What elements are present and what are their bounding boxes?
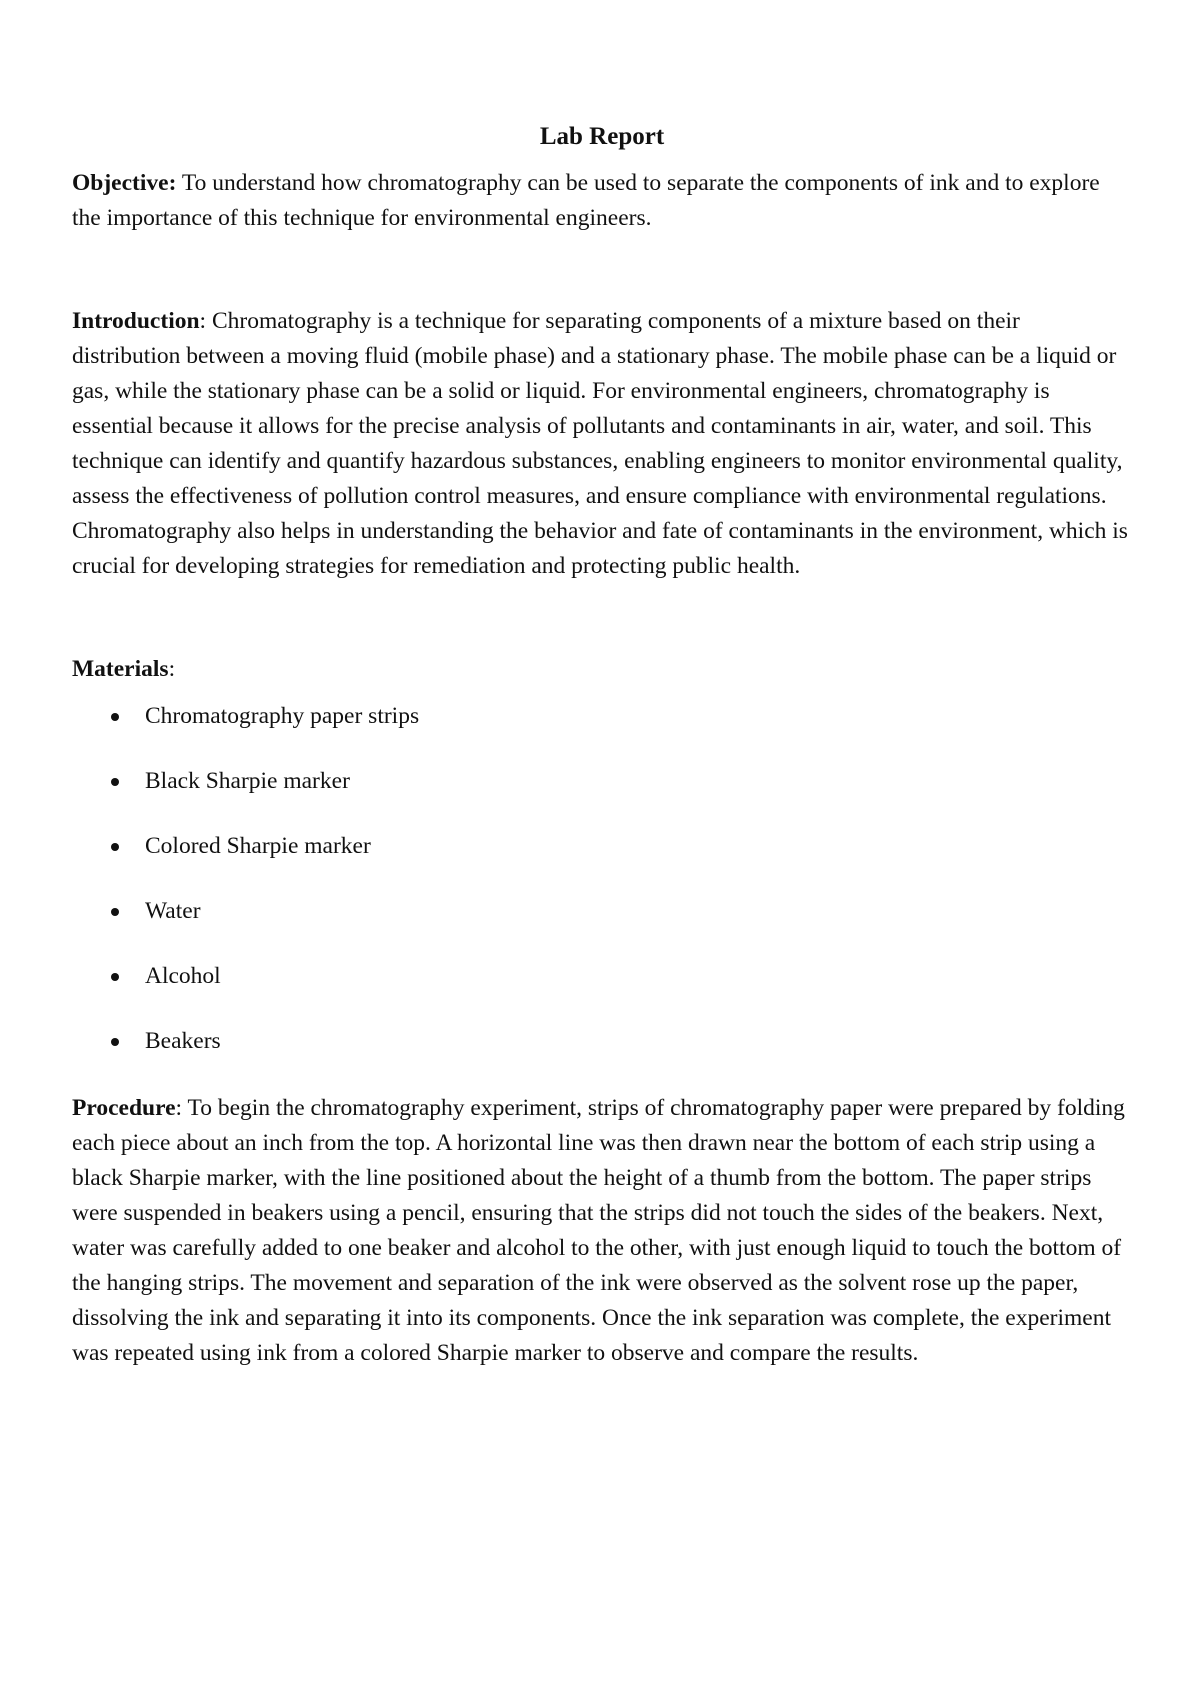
objective-text: To understand how chromatography can be used to separate the components of ink and to explore the importance of this technique for environmental engineers.: [72, 170, 1100, 231]
material-item-label: Chromatography paper strips: [145, 703, 420, 729]
list-item: [72, 959, 1132, 994]
bullet-icon: [111, 973, 119, 981]
materials-colon: :: [168, 656, 176, 682]
introduction-label: Introduction: [72, 308, 200, 334]
procedure-paragraph: [72, 1091, 1132, 1371]
document-page: [72, 120, 1132, 1371]
bullet-icon: [111, 908, 119, 916]
spacer: [72, 236, 1132, 304]
material-item-label: Beakers: [145, 1028, 221, 1054]
spacer: [72, 584, 1132, 652]
page-title: Lab Report: [539, 123, 665, 150]
bullet-icon: [111, 1038, 119, 1046]
objective-paragraph: [72, 166, 1132, 236]
material-item-label: Water: [145, 898, 201, 924]
list-item: [72, 764, 1132, 799]
procedure-label: Procedure: [72, 1095, 176, 1121]
materials-list: [72, 699, 1132, 1059]
list-item: [72, 1024, 1132, 1059]
list-item: [72, 829, 1132, 864]
bullet-icon: [111, 843, 119, 851]
list-item: [72, 699, 1132, 734]
material-item-label: Alcohol: [145, 963, 221, 989]
material-item-label: Black Sharpie marker: [145, 768, 350, 794]
materials-label: Materials: [72, 656, 169, 682]
introduction-colon: :: [199, 308, 207, 334]
procedure-text: To begin the chromatography experiment, strips of chromatography paper were prepared by folding each piece about an inch from the top. A horizontal line was then drawn near the bottom of each strip using a black Sharpie marker, with the line positioned about the height of a thumb from the bottom. The paper strips were suspended in beakers using a pencil, ensuring that the strips did not touch the sides of the beakers. Next, water was carefully added to one beaker and alcohol to the other, with just enough liquid to touch the bottom of the hanging strips. The movement and separation of the ink were observed as the solvent rose up the paper, dissolving the ink and separating it into its components. Once the ink separation was complete, the experiment was repeated using ink from a colored Sharpie marker to observe and compare the results.: [72, 1095, 1125, 1366]
procedure-colon: :: [175, 1095, 183, 1121]
list-item: [72, 894, 1132, 929]
materials-heading: [72, 652, 1132, 687]
bullet-icon: [111, 778, 119, 786]
material-item-label: Colored Sharpie marker: [145, 833, 371, 859]
introduction-text: Chromatography is a technique for separating components of a mixture based on their distribution between a moving fluid (mobile phase) and a stationary phase. The mobile phase can be a liquid or gas, while the stationary phase can be a solid or liquid. For environmental engineers, chromatography is essential because it allows for the precise analysis of pollutants and contaminants in air, water, and soil. This technique can identify and quantify hazardous substances, enabling engineers to monitor environmental quality, assess the effectiveness of pollution control measures, and ensure compliance with environmental regulations. Chromatography also helps in understanding the behavior and fate of contaminants in the environment, which is crucial for developing strategies for remediation and protecting public health.: [72, 308, 1128, 579]
bullet-icon: [111, 713, 119, 721]
objective-label: Objective:: [72, 170, 177, 196]
introduction-paragraph: [72, 304, 1132, 584]
